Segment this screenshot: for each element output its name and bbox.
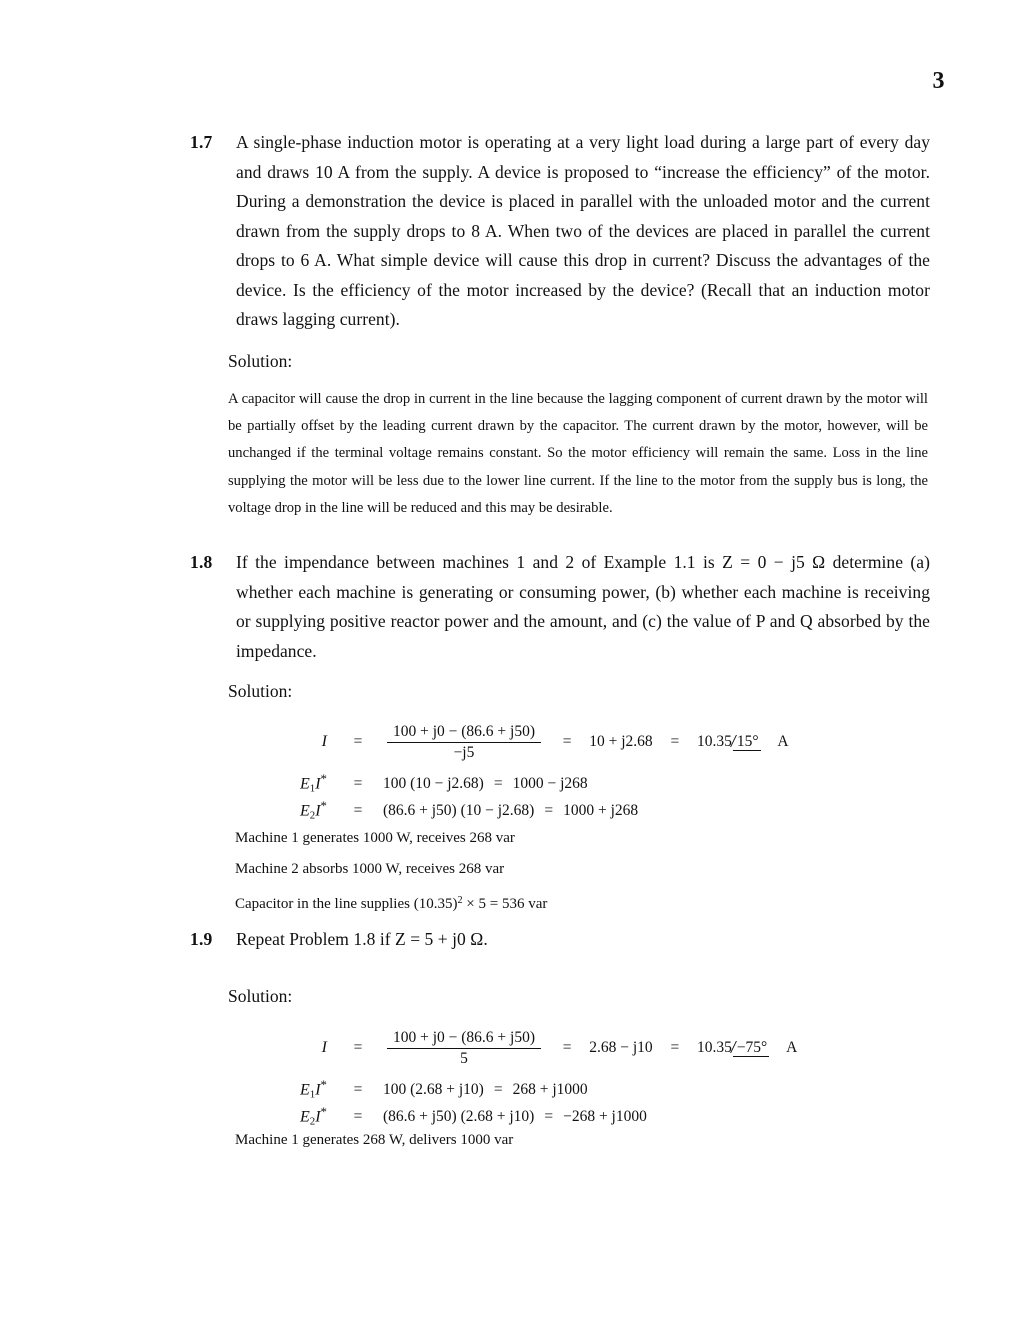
- i-symbol: I: [315, 1108, 321, 1126]
- equation-block-1-8: [300, 714, 789, 824]
- problem-1-9-number: 1.9: [190, 929, 213, 949]
- eq-rhs-e1i: [375, 770, 789, 797]
- capacitor-exponent: 2: [457, 895, 463, 906]
- polar-angle: 15°: [736, 732, 759, 750]
- eq-rect-form: 10 + j2.68: [589, 732, 653, 750]
- e1-subscript: 1: [309, 1088, 316, 1101]
- eq-polar-form: [697, 1039, 769, 1056]
- e2i-result: −268 + j1000: [563, 1107, 647, 1125]
- equation-row-e2i-1-8: [300, 797, 789, 824]
- solution-label-1-7: Solution:: [228, 351, 293, 371]
- eq-equals: =: [353, 801, 363, 819]
- eq-rhs-e2i: [375, 797, 789, 824]
- fraction-current-1-9: [387, 1029, 541, 1068]
- fraction-numerator: 100 + j0 − (86.6 + j50): [387, 1029, 541, 1049]
- eq-unit: A: [777, 732, 789, 750]
- problem-1-7-number: 1.7: [190, 132, 213, 152]
- i-symbol: I: [315, 1081, 321, 1099]
- e1-subscript: 1: [309, 782, 316, 795]
- e2-subscript: 2: [309, 1115, 316, 1128]
- result-machine-2-1-8: Machine 2 absorbs 1000 W, receives 268 var: [235, 861, 505, 877]
- i-symbol: I: [315, 775, 321, 793]
- eq-equals-2: =: [562, 732, 572, 750]
- eq-equals: =: [353, 733, 363, 750]
- eq-equals-3: =: [670, 732, 680, 750]
- problem-1-7-text: A single-phase induction motor is operating at a very light load during a large part of every day and draws 10 A from the supply. A device is proposed to “increase the efficiency” of the motor. During a demonstration the device is placed in parallel with the unloaded motor and the current drawn from the supply drops to 8 A. When two of the devices are placed in parallel the current drops to 6 A. What simple device will cause this drop in current? Discuss the advantages of the device. Is the efficiency of the motor increased by the device? (Recall that an induction motor draws lagging current).: [236, 132, 930, 329]
- e2-symbol: E: [300, 1108, 310, 1126]
- e1-symbol: E: [300, 775, 310, 793]
- e2-symbol: E: [300, 802, 310, 820]
- result-machine-1-1-8: Machine 1 generates 1000 W, receives 268 var: [235, 830, 515, 846]
- page-number: 3: [932, 68, 945, 94]
- e1i-expression: 100 (10 − j2.68): [382, 774, 484, 792]
- e1-symbol: E: [300, 1081, 310, 1099]
- equation-row-current-1-8: [300, 714, 789, 770]
- eq-lhs-e2i: [300, 797, 341, 824]
- e1i-result: 1000 − j268: [512, 774, 588, 792]
- eq-equals-3: =: [670, 1038, 680, 1056]
- eq-rhs-current: [375, 714, 789, 770]
- fraction-current-1-8: [387, 723, 541, 762]
- result-capacitor-1-8: [235, 886, 547, 919]
- eq-rect-form: 2.68 − j10: [589, 1038, 653, 1056]
- angle-icon: [733, 734, 761, 751]
- eq-lhs-current: I: [321, 1039, 327, 1056]
- equation-row-current-1-9: [300, 1020, 797, 1076]
- problem-1-9: [190, 925, 930, 955]
- e1i-expression: 100 (2.68 + j10): [382, 1080, 484, 1098]
- problem-1-8: [190, 548, 930, 666]
- equation-block-1-9: [300, 1020, 797, 1130]
- e2i-expression: (86.6 + j50) (2.68 + j10): [382, 1107, 535, 1125]
- polar-angle: −75°: [736, 1038, 768, 1056]
- eq-equals-2: =: [544, 1107, 554, 1125]
- e1i-result: 268 + j1000: [512, 1080, 588, 1098]
- problem-1-7: [190, 128, 930, 335]
- fraction-denominator: −j5: [453, 743, 475, 761]
- result-machine-1-1-9: Machine 1 generates 268 W, delivers 1000 var: [235, 1132, 514, 1148]
- problem-1-8-number: 1.8: [190, 552, 213, 572]
- solution-label-1-9: Solution:: [228, 986, 293, 1006]
- capacitor-prefix: Capacitor in the line supplies (10.35): [235, 896, 458, 913]
- e2-subscript: 2: [309, 809, 316, 822]
- eq-unit: A: [786, 1038, 798, 1056]
- solution-label-1-8: Solution:: [228, 681, 293, 701]
- eq-rhs-e1i: [375, 1076, 797, 1103]
- eq-polar-form: [697, 733, 761, 750]
- eq-equals-2: =: [562, 1038, 572, 1056]
- i-symbol: I: [315, 802, 321, 820]
- eq-equals: =: [353, 1039, 363, 1056]
- eq-equals-2: =: [493, 1080, 503, 1098]
- capacitor-suffix: × 5 = 536 var: [462, 896, 548, 913]
- problem-1-8-text: If the impendance between machines 1 and 2 of Example 1.1 is Z = 0 − j5 Ω determine (a) whether each machine is generating or consuming power, (b) whether each machine is receiving or supplying positive reactor power and the amount, and (c) the value of P and Q absorbed by the impedance.: [236, 552, 930, 661]
- polar-magnitude: 10.35: [696, 1038, 732, 1056]
- eq-equals-2: =: [544, 801, 554, 819]
- eq-lhs-e1i: [300, 1076, 341, 1103]
- problem-1-9-text: Repeat Problem 1.8 if Z = 5 + j0 Ω.: [236, 929, 488, 949]
- eq-equals-2: =: [493, 774, 503, 792]
- angle-icon: [733, 1040, 769, 1057]
- eq-lhs-current: I: [321, 733, 327, 750]
- equation-row-e1i-1-8: [300, 770, 789, 797]
- conjugate-star: *: [320, 1078, 327, 1093]
- fraction-denominator: 5: [460, 1049, 468, 1067]
- solution-1-7-paragraph: A capacitor will cause the drop in current in the line because the lagging component of current drawn by the motor will be partially offset by the leading current drawn by the capacitor. The current drawn by the motor, however, will be unchanged if the terminal voltage remains constant. So the motor efficiency will remain the same. Loss in the line supplying the motor will be less due to the lower line current. If the line to the motor from the supply bus is long, the voltage drop in the line will be reduced and this may be desirable.: [228, 391, 928, 516]
- conjugate-star: *: [320, 772, 327, 787]
- conjugate-star: *: [320, 1105, 327, 1120]
- eq-rhs-current: [375, 1020, 797, 1076]
- eq-lhs-e1i: [300, 770, 341, 797]
- eq-equals: =: [353, 1107, 363, 1125]
- e2i-expression: (86.6 + j50) (10 − j2.68): [382, 801, 535, 819]
- eq-equals: =: [353, 774, 363, 792]
- fraction-numerator: 100 + j0 − (86.6 + j50): [387, 723, 541, 743]
- conjugate-star: *: [320, 799, 327, 814]
- e2i-result: 1000 + j268: [563, 801, 639, 819]
- polar-magnitude: 10.35: [696, 732, 732, 750]
- eq-equals: =: [353, 1080, 363, 1098]
- equation-row-e1i-1-9: [300, 1076, 797, 1103]
